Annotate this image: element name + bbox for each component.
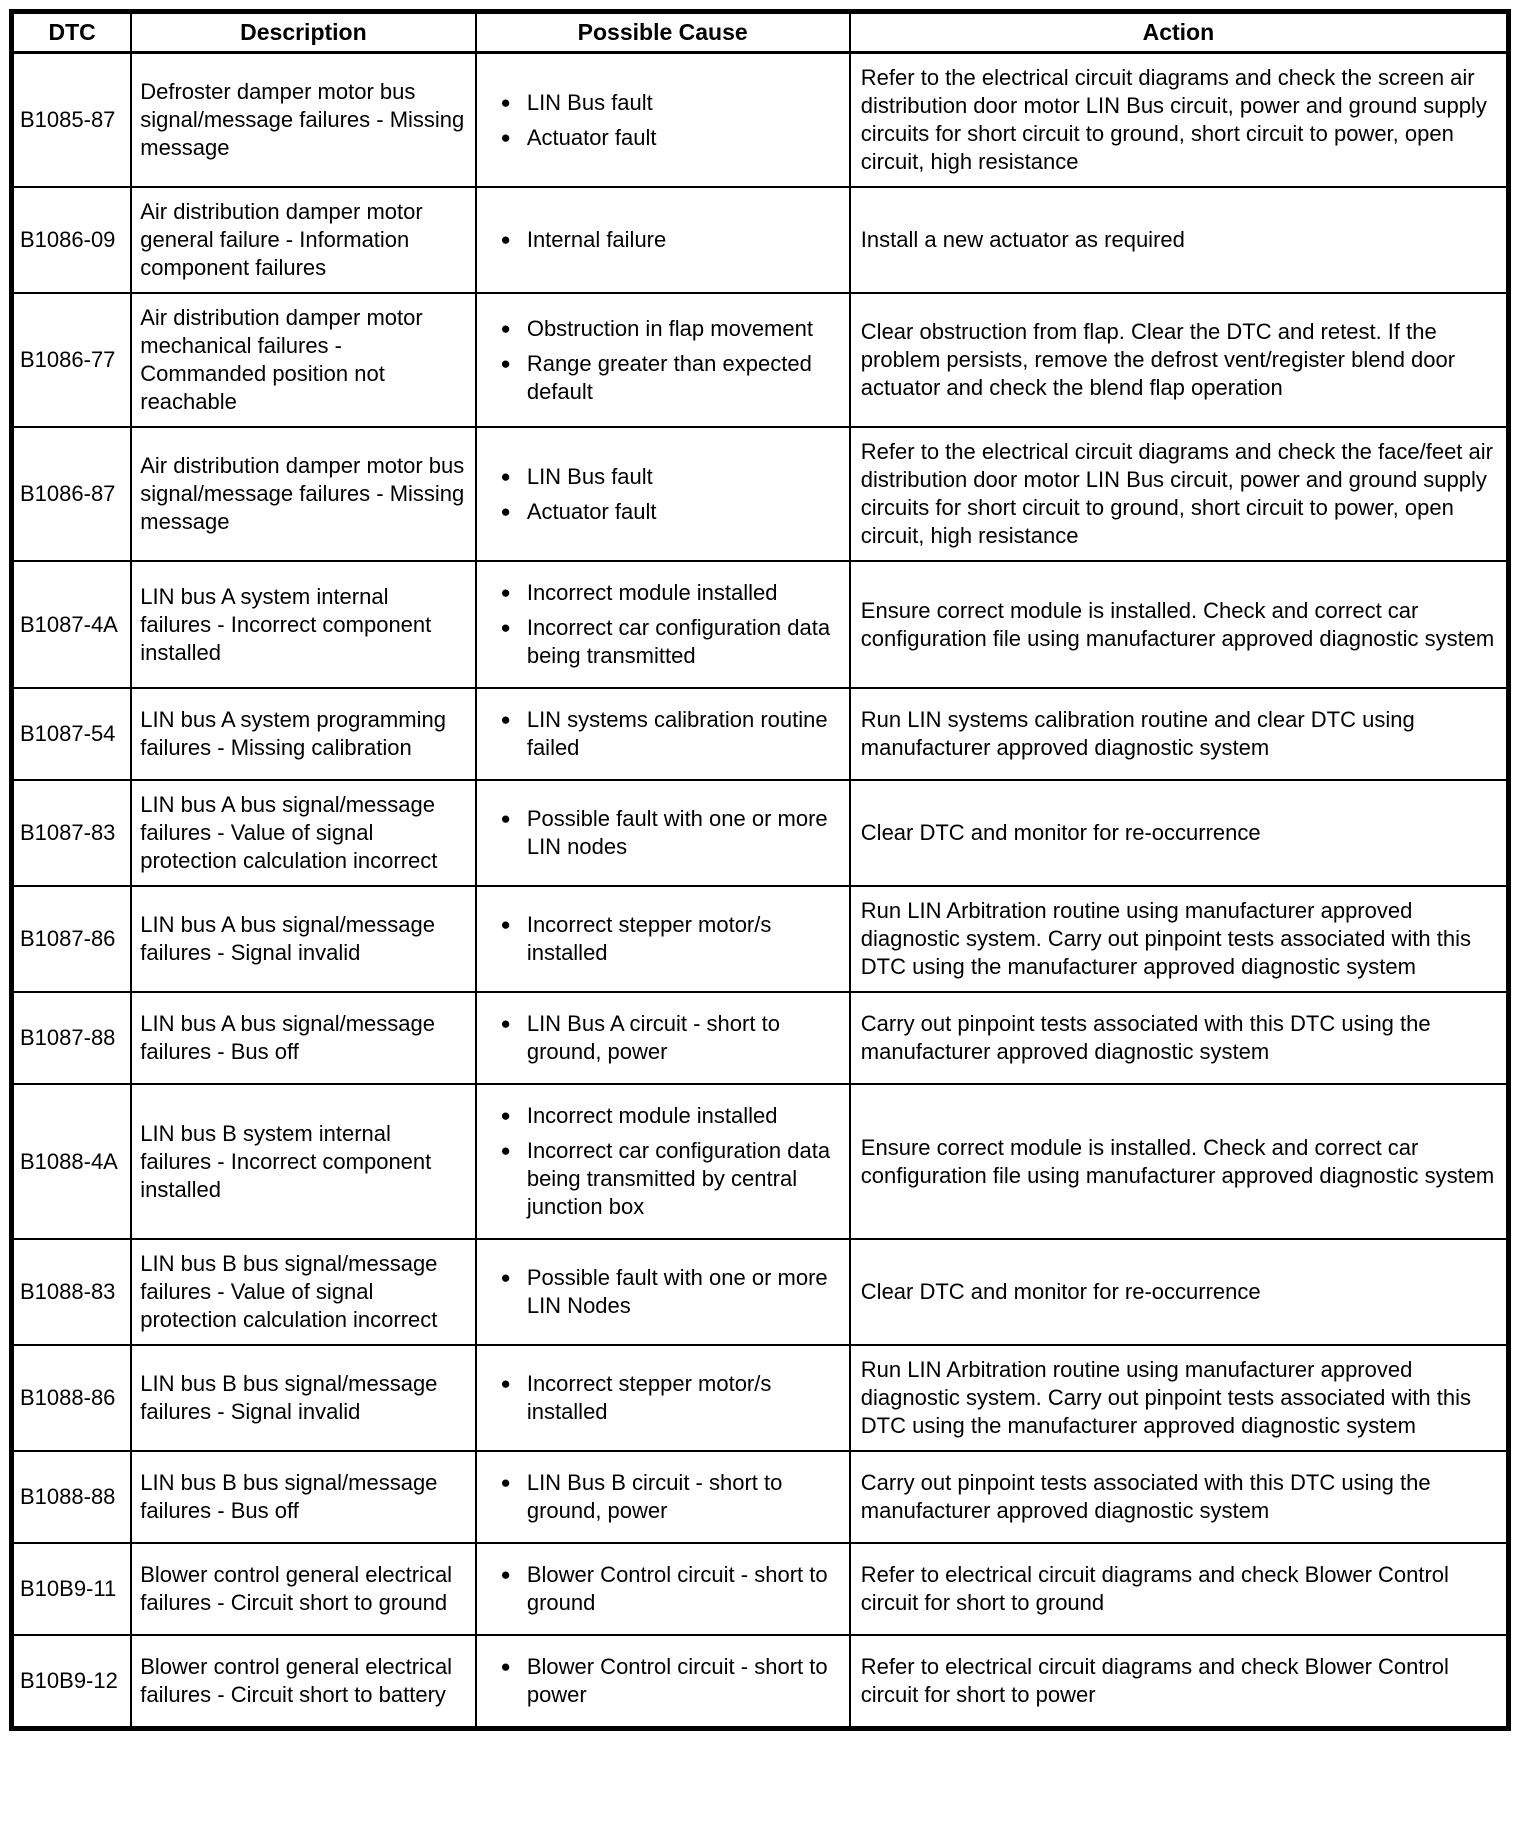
dtc-code: B1088-4A [12,1084,132,1239]
possible-cause-cell [476,688,850,780]
bullet-icon: ● [500,92,511,112]
action-cell: Clear obstruction from flap. Clear the DTC and retest. If the problem persists, remove the defrost vent/register blend door actuator and check the blend flap operation [850,293,1509,427]
dtc-code: B1087-88 [12,992,132,1084]
action-cell: Run LIN systems calibration routine and clear DTC using manufacturer approved diagnostic system [850,688,1509,780]
cause-list-item [485,805,841,861]
table-row [12,992,1509,1084]
column-header-description: Description [131,12,475,53]
cause-list-item [485,350,841,406]
cause-text: Blower Control circuit - short to ground [526,1562,828,1615]
bullet-icon: ● [500,809,511,828]
description-cell: Air distribution damper motor bus signal/message failures - Missing message [131,427,475,561]
cause-list [485,1010,841,1066]
dtc-code: B1087-54 [12,688,132,780]
possible-cause-cell [476,1239,850,1345]
cause-list [485,805,841,861]
description-cell: LIN bus A system internal failures - Incorrect component installed [131,561,475,688]
cause-text: Internal failure [526,227,667,252]
action-cell: Run LIN Arbitration routine using manufacturer approved diagnostic system. Carry out pinpoint tests associated with this DTC using the manufacturer approved diagnostic system [850,1345,1509,1451]
action-cell: Refer to the electrical circuit diagrams and check the face/feet air distribution door motor LIN Bus circuit, power and ground supply circuits for short circuit to ground, short circuit to power, open circuit, high resistance [850,427,1509,561]
cause-text: Possible fault with one or more LIN Nodes [526,1265,828,1318]
dtc-code: B1088-88 [12,1451,132,1543]
table-row [12,688,1509,780]
action-cell: Ensure correct module is installed. Check and correct car configuration file using manufacturer approved diagnostic system [850,561,1509,688]
cause-list [485,1561,841,1617]
cause-list-item [485,226,841,254]
cause-list-item [485,1264,841,1320]
bullet-icon: ● [500,1473,511,1492]
bullet-icon: ● [500,1657,511,1676]
possible-cause-cell [476,1635,850,1729]
bullet-icon: ● [500,466,511,486]
table-row [12,780,1509,886]
cause-text: Incorrect module installed [526,1103,778,1128]
possible-cause-cell [476,293,850,427]
possible-cause-cell [476,187,850,293]
dtc-code: B1085-87 [12,53,132,188]
cause-list [485,1370,841,1426]
cause-text: Actuator fault [526,498,657,524]
cause-list [485,89,841,152]
cause-text: Incorrect stepper motor/s installed [526,1371,772,1424]
cause-list [485,463,841,526]
description-cell: LIN bus B bus signal/message failures - Signal invalid [131,1345,475,1451]
description-cell: Blower control general electrical failures - Circuit short to ground [131,1543,475,1635]
cause-text: Blower Control circuit - short to power [526,1654,828,1707]
cause-list [485,1102,841,1221]
dtc-table [9,9,1511,1731]
action-cell: Clear DTC and monitor for re-occurrence [850,780,1509,886]
description-cell: Blower control general electrical failures - Circuit short to battery [131,1635,475,1729]
dtc-code: B1087-4A [12,561,132,688]
table-row [12,1635,1509,1729]
description-cell: LIN bus A bus signal/message failures - Signal invalid [131,886,475,992]
table-row [12,1239,1509,1345]
bullet-icon: ● [500,1565,511,1584]
dtc-code: B1086-09 [12,187,132,293]
cause-list-item [485,498,841,526]
cause-list-item [485,706,841,762]
cause-list-item [485,1561,841,1617]
cause-list-item [485,1370,841,1426]
cause-list [485,1264,841,1320]
table-row [12,427,1509,561]
cause-text: LIN Bus fault [526,89,653,115]
cause-list [485,911,841,967]
possible-cause-cell [476,1543,850,1635]
cause-list-item [485,315,841,343]
cause-list [485,226,841,254]
bullet-icon: ● [500,353,511,373]
cause-list [485,1469,841,1525]
description-cell: Air distribution damper motor general failure - Information component failures [131,187,475,293]
possible-cause-cell [476,1345,850,1451]
action-cell: Clear DTC and monitor for re-occurrence [850,1239,1509,1345]
possible-cause-cell [476,1451,850,1543]
cause-text: Incorrect module installed [526,580,778,605]
dtc-code: B1087-83 [12,780,132,886]
dtc-code: B1086-77 [12,293,132,427]
table-row [12,1084,1509,1239]
column-header-possible-cause: Possible Cause [476,12,850,53]
cause-text: Incorrect car configuration data being transmitted by central junction box [526,1138,831,1219]
cause-text: Range greater than expected default [526,350,812,404]
action-cell: Refer to electrical circuit diagrams and check Blower Control circuit for short to power [850,1635,1509,1729]
cause-text: Actuator fault [526,124,657,150]
description-cell: Air distribution damper motor mechanical failures - Commanded position not reachable [131,293,475,427]
bullet-icon: ● [500,710,511,729]
table-body [12,53,1509,1729]
cause-text: Obstruction in flap movement [526,315,813,341]
cause-list-item [485,1102,841,1130]
bullet-icon: ● [500,915,511,934]
cause-text: LIN Bus A circuit - short to ground, power [526,1011,780,1064]
table-row [12,1345,1509,1451]
possible-cause-cell [476,427,850,561]
cause-text: Incorrect car configuration data being transmitted [526,615,831,668]
cause-list-item [485,124,841,152]
cause-list-item [485,1137,841,1221]
bullet-icon: ● [500,230,511,249]
possible-cause-cell [476,992,850,1084]
table-row [12,886,1509,992]
action-cell: Carry out pinpoint tests associated with this DTC using the manufacturer approved diagnostic system [850,992,1509,1084]
table-row [12,293,1509,427]
cause-list-item [485,911,841,967]
cause-list-item [485,463,841,491]
column-header-action: Action [850,12,1509,53]
cause-list [485,1653,841,1709]
cause-list-item [485,1010,841,1066]
description-cell: Defroster damper motor bus signal/message failures - Missing message [131,53,475,188]
bullet-icon: ● [500,127,511,147]
action-cell: Install a new actuator as required [850,187,1509,293]
cause-list-item [485,1469,841,1525]
dtc-code: B1087-86 [12,886,132,992]
cause-text: LIN Bus B circuit - short to ground, power [526,1470,783,1523]
table-row [12,561,1509,688]
bullet-icon: ● [500,501,511,521]
cause-list [485,579,841,670]
possible-cause-cell [476,53,850,188]
bullet-icon: ● [500,318,511,338]
bullet-icon: ● [500,1014,511,1033]
description-cell: LIN bus A bus signal/message failures - Bus off [131,992,475,1084]
bullet-icon: ● [500,1141,511,1160]
table-row [12,53,1509,188]
cause-text: Possible fault with one or more LIN nodes [526,806,828,859]
possible-cause-cell [476,886,850,992]
table-row [12,1543,1509,1635]
dtc-code: B1088-86 [12,1345,132,1451]
bullet-icon: ● [500,583,511,602]
bullet-icon: ● [500,618,511,637]
action-cell: Refer to the electrical circuit diagrams and check the screen air distribution door motor LIN Bus circuit, power and ground supply circuits for short circuit to ground, short circuit to power, open circuit, high resistance [850,53,1509,188]
bullet-icon: ● [500,1106,511,1125]
dtc-code: B10B9-12 [12,1635,132,1729]
dtc-code: B10B9-11 [12,1543,132,1635]
table-header-row [12,12,1509,53]
column-header-dtc: DTC [12,12,132,53]
description-cell: LIN bus B system internal failures - Incorrect component installed [131,1084,475,1239]
cause-text: LIN Bus fault [526,463,653,489]
action-cell: Ensure correct module is installed. Check and correct car configuration file using manufacturer approved diagnostic system [850,1084,1509,1239]
bullet-icon: ● [500,1374,511,1393]
description-cell: LIN bus B bus signal/message failures - Value of signal protection calculation incorrect [131,1239,475,1345]
cause-list [485,315,841,406]
possible-cause-cell [476,1084,850,1239]
action-cell: Run LIN Arbitration routine using manufacturer approved diagnostic system. Carry out pinpoint tests associated with this DTC using the manufacturer approved diagnostic system [850,886,1509,992]
cause-text: Incorrect stepper motor/s installed [526,912,772,965]
cause-list-item [485,614,841,670]
possible-cause-cell [476,561,850,688]
table-row [12,187,1509,293]
bullet-icon: ● [500,1268,511,1287]
dtc-code: B1088-83 [12,1239,132,1345]
cause-list-item [485,89,841,117]
cause-list [485,706,841,762]
description-cell: LIN bus A system programming failures - Missing calibration [131,688,475,780]
description-cell: LIN bus A bus signal/message failures - Value of signal protection calculation incorrect [131,780,475,886]
table-row [12,1451,1509,1543]
cause-list-item [485,579,841,607]
cause-list-item [485,1653,841,1709]
possible-cause-cell [476,780,850,886]
dtc-code: B1086-87 [12,427,132,561]
action-cell: Refer to electrical circuit diagrams and check Blower Control circuit for short to ground [850,1543,1509,1635]
action-cell: Carry out pinpoint tests associated with this DTC using the manufacturer approved diagnostic system [850,1451,1509,1543]
cause-text: LIN systems calibration routine failed [526,707,828,760]
description-cell: LIN bus B bus signal/message failures - Bus off [131,1451,475,1543]
